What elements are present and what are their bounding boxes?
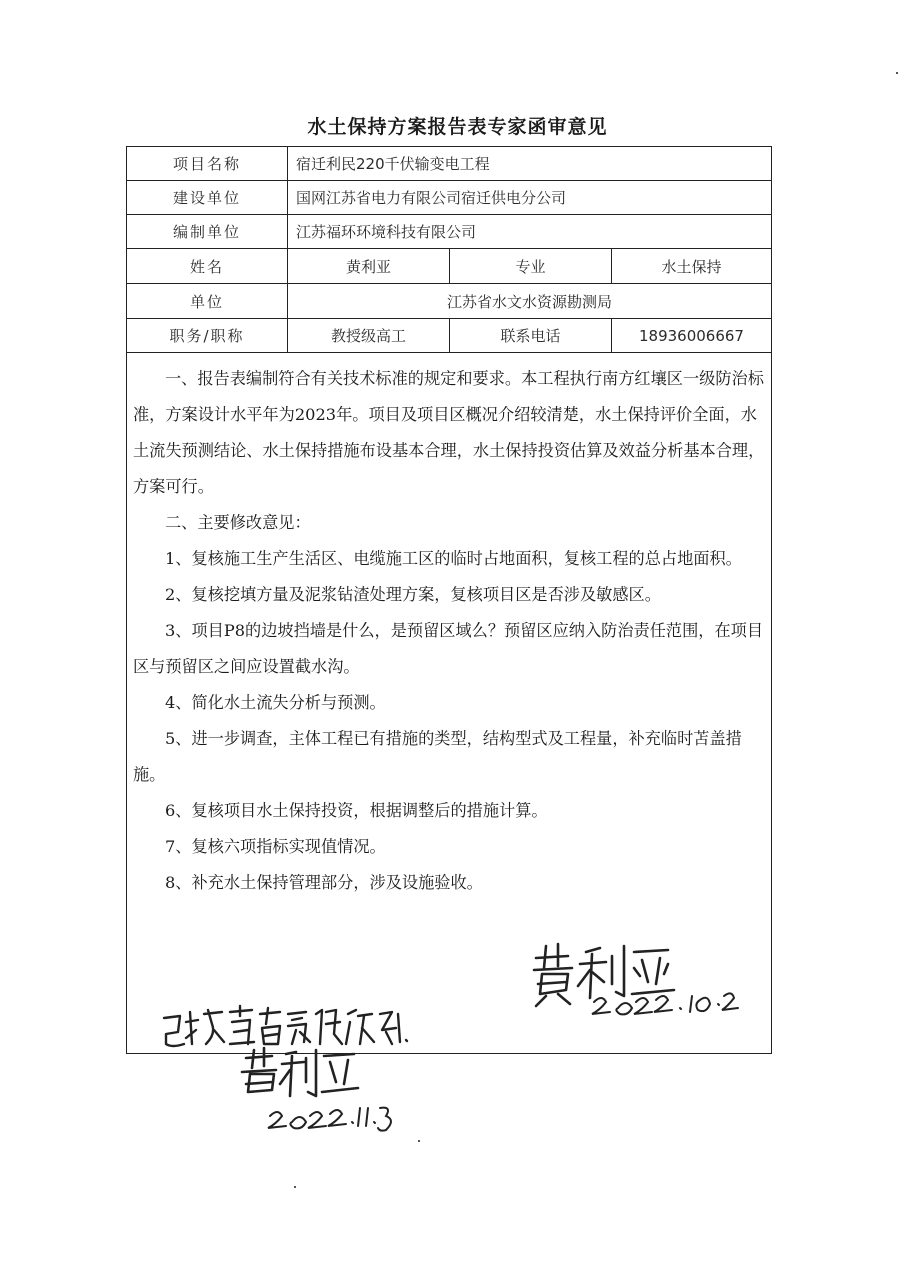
unit-value: 江苏省水文水资源勘测局 [287,284,771,318]
scan-speck [896,72,898,74]
row-project-name [127,147,771,181]
opinion-paragraph: 1、复核施工生产生活区、电缆施工区的临时占地面积，复核工程的总占地面积。 [165,549,742,568]
compiler-value: 江苏福环环境科技有限公司 [287,215,771,248]
position-value: 教授级高工 [287,319,449,352]
major-value: 水土保持 [611,249,771,283]
opinion-paragraph: 一、报告表编制符合有关技术标准的规定和要求。本工程执行南方红壤区一级防治标准，方案设计水平年为2023年。项目及项目区概况介绍较清楚，水土保持评价全面，水土流失预测结论、水土保持措施布设基本合理，水土保持投资估算及效益分析基本合理，方案可行。 [133,369,765,496]
opinion-paragraph: 二、主要修改意见： [165,513,311,532]
builder-value: 国网江苏省电力有限公司宿迁供电分公司 [287,181,771,214]
unit-label: 单位 [189,292,224,311]
phone-value: 18936006667 [611,319,771,352]
major-label: 专业 [449,249,611,283]
opinion-paragraph: 3、项目P8的边坡挡墙是什么，是预留区域么？预留区应纳入防治责任范围，在项目区与预留区之间应设置截水沟。 [133,621,764,676]
scan-speck [418,1140,420,1142]
row-compiler [127,215,771,249]
builder-label: 建设单位 [172,189,241,207]
opinion-paragraph: 5、进一步调查，主体工程已有措施的类型，结构型式及工程量，补充临时苫盖措施。 [133,729,742,784]
handwritten-signature-1 [528,938,748,1018]
handwritten-review-note [160,1004,420,1139]
project-name-value: 宿迁利民220千伏输变电工程 [287,147,771,180]
compiler-label: 编制单位 [172,223,241,241]
row-builder [127,181,771,215]
row-unit [127,284,771,319]
review-form [126,146,772,1054]
project-name-label: 项目名称 [172,155,241,173]
row-position [127,319,771,353]
opinion-paragraph: 2、复核挖填方量及泥浆钻渣处理方案，复核项目区是否涉及敏感区。 [165,585,661,604]
name-label: 姓名 [189,257,224,276]
phone-label: 联系电话 [449,319,611,352]
position-label: 职务/职称 [169,327,245,345]
page-title: 水土保持方案报告表专家函审意见 [307,116,608,138]
row-expert-name [127,249,771,284]
opinion-paragraph: 8、补充水土保持管理部分，涉及设施验收。 [165,873,483,892]
opinion-paragraph: 7、复核六项指标实现值情况。 [165,837,386,856]
scan-speck [294,1186,296,1188]
name-value: 黄利亚 [287,249,449,283]
opinion-paragraph: 6、复核项目水土保持投资，根据调整后的措施计算。 [165,801,548,820]
opinion-paragraph: 4、简化水土流失分析与预测。 [165,693,386,712]
